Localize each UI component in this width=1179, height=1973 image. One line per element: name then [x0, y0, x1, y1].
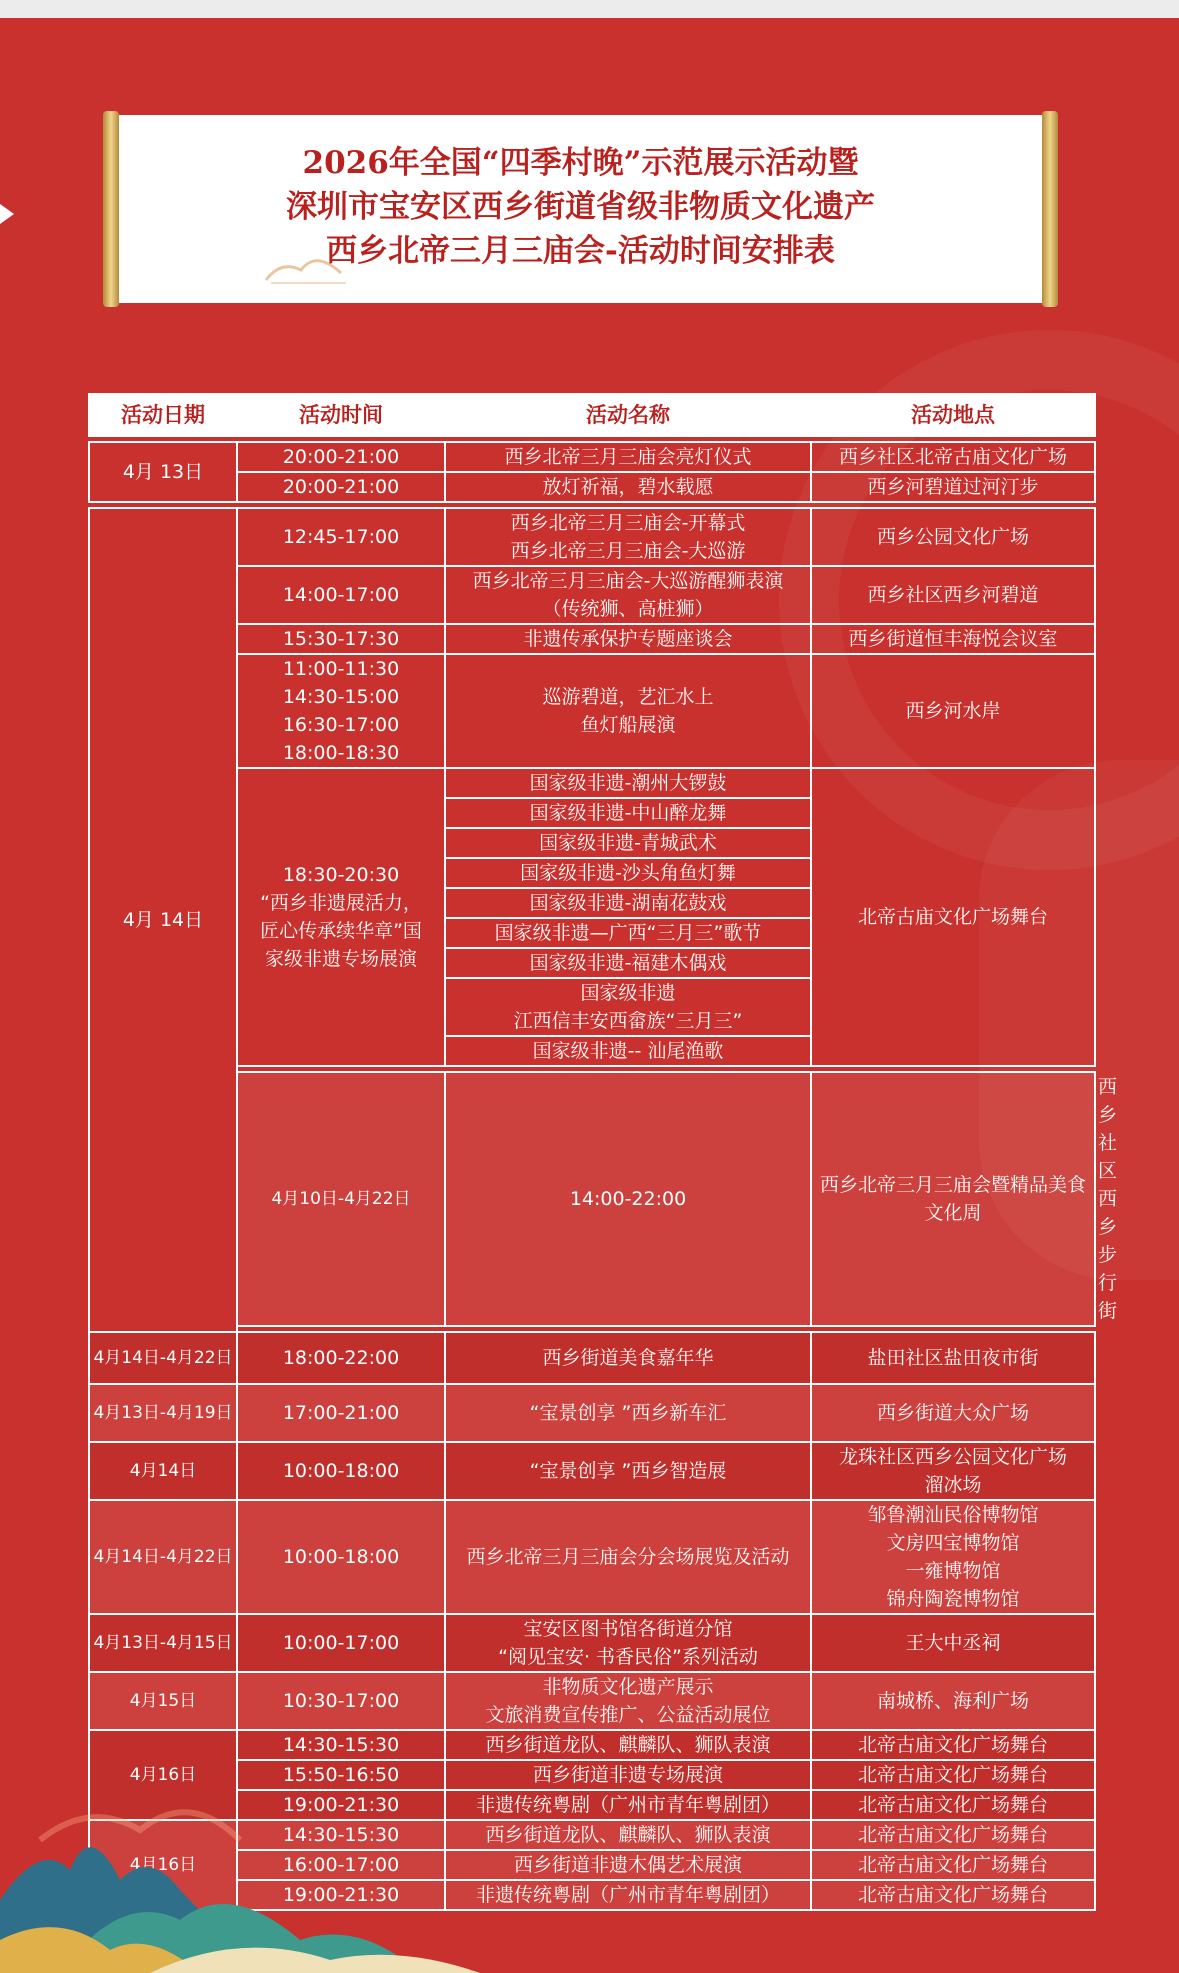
place-line: 一雍博物馆: [905, 1560, 1001, 1582]
place-cell: 西乡公园文化广场: [811, 508, 1095, 566]
table-row: 4月10日-4月22日 14:00-22:00 西乡北帝三月三庙会暨精品美食文化周 西乡社区西乡步行街: [89, 1072, 1095, 1326]
table-row: [89, 1384, 1095, 1442]
activity-cell: “宝景创享 ”西乡新车汇: [445, 1384, 811, 1442]
time-line: 家级非遗专场展演: [264, 948, 417, 970]
place-cell: 盐田社区盐田夜市街: [811, 1332, 1095, 1384]
activity-cell: 非遗传统粤剧（广州市青年粤剧团）: [445, 1880, 811, 1910]
activity-cell: 西乡街道非遗木偶艺术展演: [445, 1850, 811, 1880]
activity-cell: 非遗传统粤剧（广州市青年粤剧团）: [445, 1790, 811, 1820]
activity-cell: 国家级非遗-中山醉龙舞: [445, 798, 811, 828]
activity-cell: 国家级非遗-湖南花鼓戏: [445, 888, 811, 918]
activity-cell: 西乡街道非遗专场展演: [445, 1760, 811, 1790]
table-row: [89, 1614, 1095, 1672]
table-row: [89, 654, 1095, 768]
table-row: [89, 1442, 1095, 1500]
title-line: 西乡北帝三月三庙会-活动时间安排表: [326, 233, 835, 269]
activity-line: 西乡北帝三月三庙会-大巡游醒狮表演: [472, 570, 784, 592]
table-row: [89, 1672, 1095, 1730]
activity-cell: 国家级非遗—广西“三月三”歌节: [445, 918, 811, 948]
activity-cell: 西乡北帝三月三庙会分会场展览及活动: [445, 1500, 811, 1614]
time-cell: 14:30-15:30: [237, 1730, 445, 1760]
place-cell: 北帝古庙文化广场舞台: [811, 1790, 1095, 1820]
activity-cell: [445, 1614, 811, 1672]
place-cell: 西乡社区西乡河碧道: [811, 566, 1095, 624]
activity-cell: 西乡北帝三月三庙会暨精品美食文化周: [811, 1072, 1095, 1326]
time-line: 18:30-20:30: [282, 864, 400, 886]
date-cell: 4月15日: [89, 1672, 237, 1730]
activity-cell: 国家级非遗-潮州大锣鼓: [445, 768, 811, 798]
activity-line: 文旅消费宣传推广、公益活动展位: [485, 1704, 771, 1726]
time-cell: 14:30-15:30: [237, 1820, 445, 1850]
time-line: 匠心传承续华章”国: [260, 920, 422, 942]
title-scroll: [111, 115, 1050, 303]
place-cell: 南城桥、海利广场: [811, 1672, 1095, 1730]
activity-cell: “宝景创享 ”西乡智造展: [445, 1442, 811, 1500]
time-cell: 14:00-17:00: [237, 566, 445, 624]
time-cell: 10:00-18:00: [237, 1500, 445, 1614]
place-cell: 西乡河碧道过河汀步: [811, 472, 1095, 502]
place-line: 文房四宝博物馆: [886, 1532, 1020, 1554]
activity-line: 西乡北帝三月三庙会-大巡游: [510, 540, 746, 562]
place-line: 溜冰场: [924, 1474, 982, 1496]
activity-cell: 国家级非遗-沙头角鱼灯舞: [445, 858, 811, 888]
activity-line: 宝安区图书馆各街道分馆: [523, 1618, 733, 1640]
time-cell: 15:30-17:30: [237, 624, 445, 654]
time-cell: 19:00-21:30: [237, 1790, 445, 1820]
time-cell: [237, 654, 445, 768]
time-cell: 10:00-18:00: [237, 1442, 445, 1500]
time-line: 11:00-11:30: [282, 658, 400, 680]
date-cell: 4月10日-4月22日: [237, 1072, 445, 1326]
activity-line: 西乡北帝三月三庙会-开幕式: [510, 512, 746, 534]
time-line: “西乡非遗展活力，: [260, 892, 422, 914]
place-cell: 西乡街道恒丰海悦会议室: [811, 624, 1095, 654]
place-line: 邹鲁潮汕民俗博物馆: [867, 1504, 1039, 1526]
top-bar: [0, 0, 1179, 18]
date-cell: 4月14日-4月22日: [89, 1332, 237, 1384]
date-cell: 4月13日-4月19日: [89, 1384, 237, 1442]
activity-cell: 国家级非遗-- 汕尾渔歌: [445, 1036, 811, 1066]
date-cell: 4月13日-4月15日: [89, 1614, 237, 1672]
time-line: 14:30-15:00: [282, 686, 400, 708]
place-cell: 西乡街道大众广场: [811, 1384, 1095, 1442]
time-cell: 20:00-21:00: [237, 472, 445, 502]
place-cell: 北帝古庙文化广场舞台: [811, 1880, 1095, 1910]
time-cell: 15:50-16:50: [237, 1760, 445, 1790]
column-header: 活动时间: [237, 394, 445, 436]
arrow-icon[interactable]: [0, 204, 14, 224]
place-cell: 北帝古庙文化广场舞台: [811, 768, 1095, 1066]
schedule-table: [88, 393, 1118, 1911]
place-cell: 北帝古庙文化广场舞台: [811, 1760, 1095, 1790]
column-header: 活动名称: [445, 394, 811, 436]
activity-line: 鱼灯船展演: [580, 714, 676, 736]
table-row: [89, 508, 1095, 566]
place-cell: 北帝古庙文化广场舞台: [811, 1730, 1095, 1760]
place-cell: 北帝古庙文化广场舞台: [811, 1850, 1095, 1880]
time-cell: 10:00-17:00: [237, 1614, 445, 1672]
activity-line: 国家级非遗: [580, 982, 676, 1004]
activity-line: （传统狮、高桩狮）: [542, 598, 714, 620]
activity-cell: [445, 1672, 811, 1730]
activity-cell: 西乡北帝三月三庙会亮灯仪式: [445, 442, 811, 472]
activity-cell: [445, 566, 811, 624]
table-row: [89, 1500, 1095, 1614]
time-cell: 14:00-22:00: [445, 1072, 811, 1326]
title-line: 2026年全国“四季村晚”示范展示活动暨: [302, 145, 859, 181]
mountain-illustration: [0, 1780, 520, 1973]
place-cell: [811, 1500, 1095, 1614]
date-cell: 4月14日: [89, 1442, 237, 1500]
time-cell: 10:30-17:00: [237, 1672, 445, 1730]
activity-cell: [445, 508, 811, 566]
time-cell: 19:00-21:30: [237, 1880, 445, 1910]
table-row: [89, 472, 1095, 502]
time-cell: 17:00-21:00: [237, 1384, 445, 1442]
table-row: [89, 1332, 1095, 1384]
date-cell: 4月14日-4月22日: [89, 1500, 237, 1614]
activity-line: 巡游碧道，艺汇水上: [542, 686, 714, 708]
activity-line: 非物质文化遗产展示: [542, 1676, 714, 1698]
column-header: 活动地点: [811, 394, 1095, 436]
table-row: [89, 768, 1095, 798]
table-row: [89, 1730, 1095, 1760]
time-cell: 12:45-17:00: [237, 508, 445, 566]
place-line: 龙珠社区西乡公园文化广场: [838, 1446, 1067, 1468]
activity-cell: [445, 978, 811, 1036]
time-cell: 16:00-17:00: [237, 1850, 445, 1880]
activity-cell: 非遗传承保护专题座谈会: [445, 624, 811, 654]
activity-cell: 西乡街道龙队、麒麟队、狮队表演: [445, 1730, 811, 1760]
date-cell: 4月 13日: [89, 442, 237, 502]
time-cell: [237, 768, 445, 1066]
activity-cell: 西乡街道龙队、麒麟队、狮队表演: [445, 1820, 811, 1850]
activity-cell: 国家级非遗-福建木偶戏: [445, 948, 811, 978]
column-header: 活动日期: [89, 394, 237, 436]
activity-cell: 国家级非遗-青城武术: [445, 828, 811, 858]
place-cell: 西乡河水岸: [811, 654, 1095, 768]
place-cell: 北帝古庙文化广场舞台: [811, 1820, 1095, 1850]
date-cell: 4月 14日: [89, 508, 237, 1332]
place-cell: [811, 1442, 1095, 1500]
title-line: 深圳市宝安区西乡街道省级非物质文化遗产: [286, 189, 875, 225]
table-row: [89, 624, 1095, 654]
place-cell: 王大中丞祠: [811, 1614, 1095, 1672]
place-cell: 西乡社区北帝古庙文化广场: [811, 442, 1095, 472]
time-cell: 18:00-22:00: [237, 1332, 445, 1384]
place-line: 锦舟陶瓷博物馆: [886, 1588, 1020, 1610]
date-cell: 4月16日: [89, 1820, 237, 1910]
table-row: [89, 442, 1095, 472]
activity-cell: [445, 654, 811, 768]
time-line: 18:00-18:30: [282, 742, 400, 764]
activity-cell: 西乡街道美食嘉年华: [445, 1332, 811, 1384]
activity-line: “阅见宝安· 书香民俗”系列活动: [498, 1646, 758, 1668]
time-line: 16:30-17:00: [282, 714, 400, 736]
table-row: [89, 566, 1095, 624]
date-cell: 4月16日: [89, 1730, 237, 1820]
activity-cell: 放灯祈福，碧水载愿: [445, 472, 811, 502]
time-cell: 20:00-21:00: [237, 442, 445, 472]
activity-line: 江西信丰安西畲族“三月三”: [513, 1010, 743, 1032]
page-title: [111, 141, 1050, 273]
